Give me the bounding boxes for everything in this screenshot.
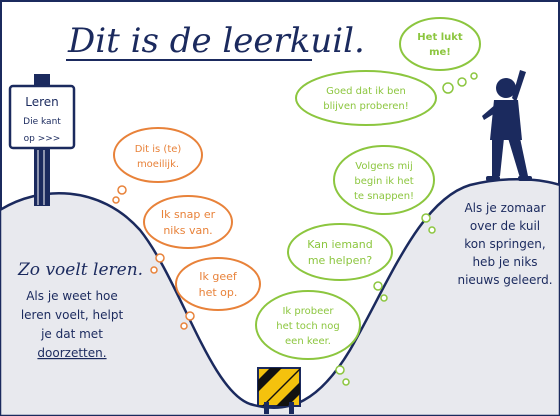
sign-line-3: op >>> (23, 134, 61, 144)
green-bubble-2-line-1: Kan iemand (307, 238, 373, 251)
left-heading: Zo voelt leren. (18, 260, 144, 280)
right-line-2: over de kuil (469, 219, 541, 233)
left-line-1: Als je weet hoe (26, 289, 118, 303)
green-bubble-4-line-2: blijven proberen! (323, 101, 409, 112)
orange-bubble-2-line-1: Ik snap er (160, 208, 216, 221)
green-bubble-5-line-2: me! (429, 47, 451, 58)
page-title: Dit is de leerkuil. (68, 21, 365, 61)
left-line-2: leren voelt, helpt (20, 308, 124, 322)
green-bubble-3-line-1: Volgens mij (355, 161, 413, 172)
orange-bubble-3-line-2: het op. (198, 286, 238, 299)
green-bubble-1-line-3: een keer. (285, 336, 331, 347)
left-line-3: je dat met (41, 327, 103, 341)
left-line-4: doorzetten. (37, 346, 107, 360)
green-bubble-5 (400, 18, 480, 70)
green-bubble-2-line-2: me helpen? (307, 254, 373, 267)
green-bubble-3-line-2: begin ik het (354, 176, 414, 187)
right-line-3: kon springen, (464, 237, 546, 251)
orange-bubble-1-line-2: moeilijk. (136, 159, 180, 170)
right-line-5: nieuws geleerd. (457, 273, 553, 287)
green-bubble-1-line-1: Ik probeer (282, 306, 334, 317)
green-bubble-1-line-2: het toch nog (276, 321, 340, 332)
sign-line-2: Die kant (23, 117, 61, 127)
right-line-1: Als je zomaar (464, 201, 546, 215)
green-bubble-4-line-1: Goed dat ik ben (326, 86, 406, 97)
sign-line-1: Leren (25, 95, 59, 109)
orange-bubble-2-line-2: niks van. (163, 224, 213, 237)
orange-bubble-3-line-1: Ik geef (199, 270, 237, 283)
right-line-4: heb je niks (472, 255, 538, 269)
green-bubble-5-line-1: Het lukt (417, 32, 463, 43)
green-bubble-3-line-3: te snappen! (353, 191, 415, 202)
orange-bubble-1-line-1: Dit is (te) (134, 144, 182, 155)
